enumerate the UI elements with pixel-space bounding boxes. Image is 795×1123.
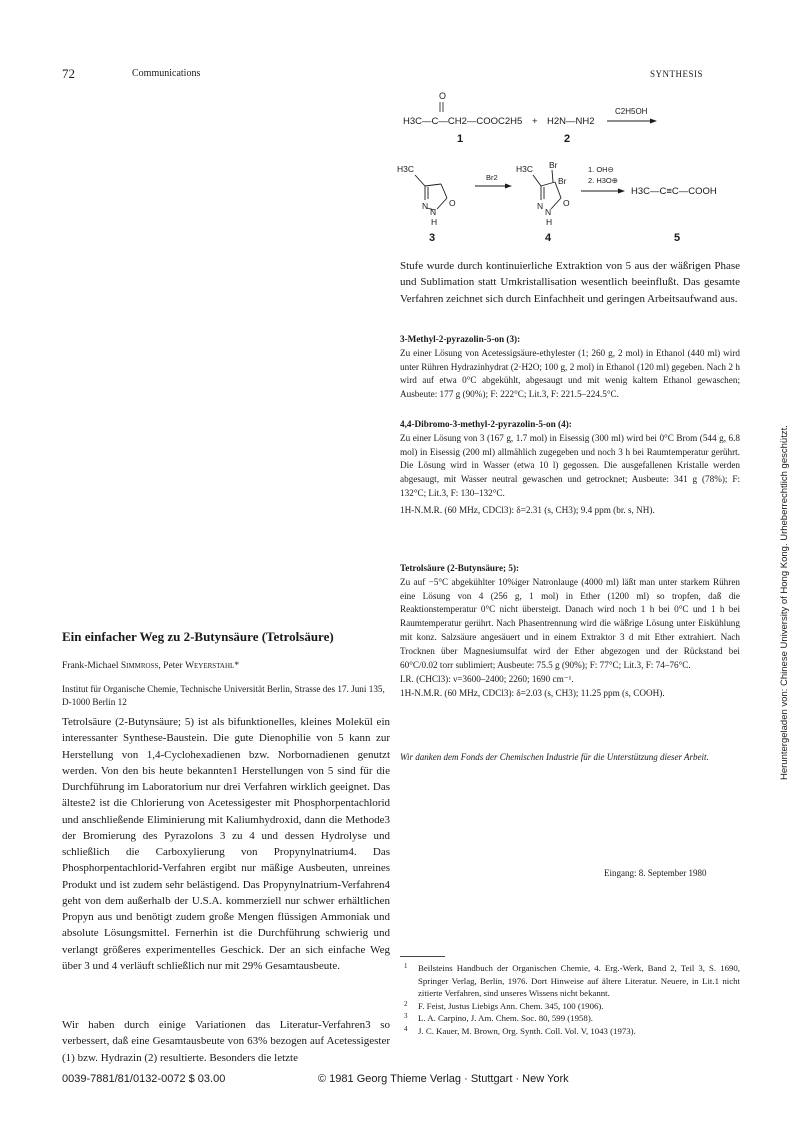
n-label-4b: N bbox=[545, 207, 552, 217]
procedure-4 bbox=[400, 418, 740, 518]
compound-number-4: 4 bbox=[545, 232, 552, 243]
procedure-5 bbox=[400, 562, 740, 701]
h-label-3: H bbox=[431, 217, 438, 227]
page-number: 72 bbox=[62, 66, 75, 81]
body-paragraph-1: Tetrolsäure (2-Butynsäure; 5) ist als bifunktionelles, kleines Molekül ein interessanter Synthese-Baustein. Die gute Dienophilie von 5 kann zur Herstellung von 1,4-Cyclohexadienen bzw. Norbornadienen genutzt werden. Von den bis heute bekannten1 Herstellungen von 5 sind für die Durchführung im Laboratorium nur drei Verfahren wirklich geeignet. Das älteste2 ist die Chlorierung von Acetessigester mit Phosphorpentachlorid und anschließende Eliminierung mit Kaliumhydroxid, dann die Methode3 der Bromierung des Pyrazolons 3 zu 4 und dessen Hydrolyse und schließlich die Carboxylierung von Propynylnatrium4. Das Phosphorpentachlorid-Verfahren ergibt nur mäßige Ausbeuten, unreines Produkt und ist zudem sehr belästigend. Das Propynylnatrium-Verfahren4 geht von dem außerhalb der U.S.A. kommerziell nur schwer erhältlichen Propyn aus und benötigt zudem große Mengen flüssigen Ammoniak und absolute Lösungsmittel. Fernerhin ist die Durchführung schwierig und verlangt größeres experimentelles Geschick. Der an sich einfache Weg über 3 und 4 verläuft schließlich nur mit 29% Gesamtausbeute. bbox=[62, 716, 390, 972]
reference-item: 1 Beilsteins Handbuch der Organischen Chemie, 4. Erg.-Werk, Band 2, Teil 3, S. 1690, Springer Verlag, Berlin, 1976. Dort Hinweise auf ältere Literatur. Neuere, in Lit.1 nicht zitierte Verfahren, sind unseres Wissens nicht bekannt. bbox=[404, 962, 740, 999]
procedure-title: 3-Methyl-2-pyrazolin-5-on (3): bbox=[400, 334, 521, 344]
dibromo-br-2: Br bbox=[558, 176, 567, 186]
carbonyl-o: O bbox=[439, 91, 447, 101]
plus-sign: + bbox=[532, 116, 538, 127]
body-paragraph-2: Wir haben durch einige Variationen das Literatur-Verfahren3 so verbessert, daß eine Gesamtausbeute von 63% bezogen auf Acetessigester (1) bzw. Hydrazin (2) resultierte. Besonders die letzte bbox=[62, 1019, 390, 1064]
footnote-rule bbox=[400, 956, 445, 957]
reactant-hydrazine: H2N—NH2 bbox=[547, 116, 595, 127]
journal-name: SYNTHESIS bbox=[650, 69, 704, 79]
affiliation: Institut für Organische Chemie, Technische Universität Berlin, Strasse des 17. Juni 135, D-1000 Berlin 12 bbox=[62, 684, 385, 707]
download-watermark: Heruntergeladen von: Chinese University of Hong Kong. Urheberrechtlich geschützt. bbox=[779, 425, 790, 780]
procedure-text: Zu einer Lösung von 3 (167 g, 1.7 mol) in Eisessig (300 ml) wird bei 0°C Brom (544 g, 6.8 mol) in Eisessig (200 ml) allmählich zugegeben und noch 3 h bei Raumtemperatur gerührt. Die Lösung wird in Wasser (etwa 10 l) gegossen. Die ausgefallenen Kristalle werden abgesaugt, mit Wasser neutral gewaschen und getrocknet; Ausbeute: 341 g (78%); F: 132°C; Lit.3, F: 130–132°C. bbox=[400, 432, 740, 498]
h-label-4: H bbox=[546, 217, 553, 227]
compound-number-3: 3 bbox=[429, 232, 436, 243]
compound-number-2: 2 bbox=[564, 133, 571, 145]
issn-line: 0039-7881/81/0132-0072 $ 03.00 bbox=[62, 1073, 226, 1085]
nmr-data: 1H-N.M.R. (60 MHz, CDCl3): δ=2.03 (s, CH3); 11.25 ppm (s, COOH). bbox=[400, 688, 665, 699]
dibromo-br-1: Br bbox=[549, 160, 558, 170]
o-label-3: O bbox=[449, 198, 456, 208]
procedure-text: Zu auf −5°C abgekühlter 10%iger Natronlauge (4000 ml) läßt man unter starkem Rühren eine Lösung von 4 (256 g, 1 mol) in Ether (1200 ml) so tropfen, daß die Reaktionstemperatur 0°C nicht übersteigt. Danach wird noch 1 h bei 0°C und 1 h bei Raumtemperatur gerührt. Nach Phasentrennung wird die wäßrige Lösung unter Eiskühlung mit konz. Salzsäure angesäuert und in einem Extraktor 3 d mit Ether extrahiert. Nach Trocknen über Magnesiumsulfat wird der Ether abgezogen und der Rückstand bei 60°C/0.02 torr sublimiert; Ausbeute: 75.5 g (90%); F: 77°C; Lit.3, F: 74–76°C. bbox=[400, 576, 740, 670]
step-1-base: 1. OH⊖ bbox=[588, 165, 614, 174]
product-tetrolic-acid: H3C—C≡C—COOH bbox=[631, 186, 717, 197]
acknowledgement: Wir danken dem Fonds der Chemischen Industrie für die Unterstützung dieser Arbeit. bbox=[400, 752, 709, 762]
received-date: Eingang: 8. September 1980 bbox=[604, 868, 707, 878]
compound-number-5: 5 bbox=[674, 232, 681, 243]
reference-item: 3 L. A. Carpino, J. Am. Chem. Soc. 80, 599 (1958). bbox=[404, 1012, 593, 1024]
reference-item: 4 J. C. Kauer, M. Brown, Org. Synth. Coll. Vol. V, 1043 (1973). bbox=[404, 1024, 636, 1036]
pyrazolone-methyl: H3C bbox=[397, 164, 415, 174]
references bbox=[400, 962, 740, 1038]
procedure-title: Tetrolsäure (2-Butynsäure; 5): bbox=[400, 563, 520, 573]
step-2-acid: 2. H3O⊕ bbox=[588, 176, 619, 185]
procedure-3 bbox=[400, 333, 740, 402]
reactant-acetoacetate: H3C—C—CH2—COOC2H5 bbox=[403, 116, 523, 127]
o-label-4: O bbox=[563, 198, 570, 208]
reagent-bromine: Br2 bbox=[486, 173, 498, 182]
compound-number-1: 1 bbox=[457, 133, 464, 145]
reagent-ethanol: C2H5OH bbox=[615, 107, 648, 116]
reaction-scheme bbox=[395, 88, 740, 243]
copyright-line: © 1981 Georg Thieme Verlag · Stuttgart · New York bbox=[318, 1073, 569, 1085]
section-label: Communications bbox=[132, 68, 201, 79]
procedure-title: 4,4-Dibromo-3-methyl-2-pyrazolin-5-on (4): bbox=[400, 419, 572, 429]
n-label-3a: N bbox=[422, 201, 429, 211]
ir-data: I.R. (CHCl3): ν=3600–2400; 2260; 1690 cm⁻¹. bbox=[400, 674, 574, 685]
article-title: Ein einfacher Weg zu 2-Butynsäure (Tetrolsäure) bbox=[62, 629, 334, 644]
n-label-4a: N bbox=[537, 201, 544, 211]
nmr-data: 1H-N.M.R. (60 MHz, CDCl3): δ=2.31 (s, CH3); 9.4 ppm (br. s, NH). bbox=[400, 504, 655, 515]
reference-item: 2 F. Feist, Justus Liebigs Ann. Chem. 345, 100 (1906). bbox=[404, 999, 604, 1011]
n-label-3b: N bbox=[430, 207, 437, 217]
authors: Frank-Michael Simmross, Peter Weyerstahl* bbox=[62, 661, 240, 671]
dibromo-methyl: H3C bbox=[516, 164, 534, 174]
right-intro-paragraph: Stufe wurde durch kontinuierliche Extraktion von 5 aus der wäßrigen Phase und Sublimation statt Umkristallisation wesentlich beeinflußt. Das gesamte Verfahren zeichnet sich durch Einfachheit und geringen Arbeitsaufwand aus. bbox=[400, 260, 740, 305]
procedure-text: Zu einer Lösung von Acetessigsäure-ethylester (1; 260 g, 2 mol) in Ethanol (440 ml) wird unter Rühren Hydrazinhydrat (2·H2O; 100 g, 2 mol) in Ethanol (120 ml) gegeben. Nach 2 h wird auf etwa 0°C abgekühlt, abgesaugt und mit wenig kaltem Ethanol gewaschen; Ausbeute: 177 g (90%); F: 222°C; Lit.3, F: 221.5–224.5°C. bbox=[400, 347, 740, 400]
